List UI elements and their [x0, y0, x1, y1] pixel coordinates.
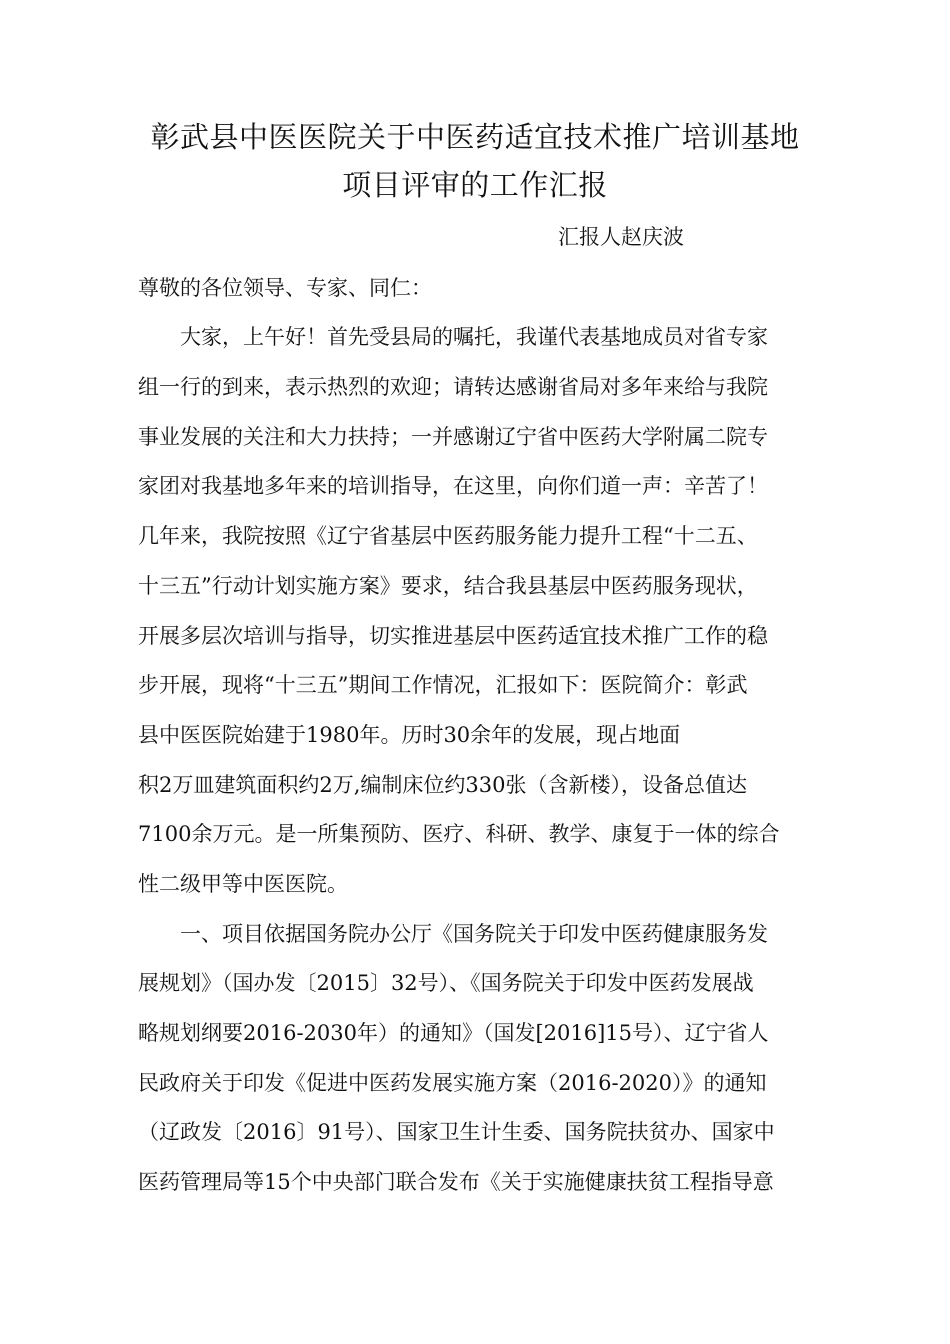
paragraph-line: 性二级甲等中医医院。 [138, 872, 348, 896]
paragraph-line: 几年来，我院按照《辽宁省基层中医药服务能力提升工程“十二五、 [138, 524, 758, 548]
paragraph-line: 医药管理局等15个中央部门联合发布《关于实施健康扶贫工程指导意 [138, 1170, 774, 1194]
paragraph-line: （辽政发〔2016〕91号）、国家卫生计生委、国务院扶贫办、国家中 [138, 1120, 775, 1144]
paragraph-line: 步开展，现将“十三五”期间工作情况，汇报如下：医院简介：彰武 [138, 673, 748, 697]
paragraph-line: 县中医医院始建于1980年。历时30余年的发展，现占地面 [138, 723, 681, 747]
paragraph-line: 开展多层次培训与指导，切实推进基层中医药适宜技术推广工作的稳 [138, 624, 768, 648]
paragraph-line: 家团对我基地多年来的培训指导，在这里，向你们道一声：辛苦了！ [138, 474, 768, 498]
reporter-line: 汇报人赵庆波 [558, 225, 684, 249]
document-title-line-1: 彰武县中医医院关于中医药适宜技术推广培训基地 [150, 120, 800, 154]
paragraph-line: 民政府关于印发《促进中医药发展实施方案（2016-2020）》的通知 [138, 1071, 767, 1095]
paragraph-line: 十三五”行动计划实施方案》要求，结合我县基层中医药服务现状， [138, 574, 758, 598]
document-title-line-2: 项目评审的工作汇报 [342, 168, 608, 202]
paragraph-line: 展规划》（国办发〔2015〕32号）、《国务院关于印发中医药发展战 [138, 971, 754, 995]
paragraph-line: 积2万皿建筑面积约2万,编制床位约330张（含新楼），设备总值达 [138, 773, 747, 797]
paragraph-line: 大家，上午好！首先受县局的嘱托，我谨代表基地成员对省专家 [180, 325, 768, 349]
paragraph-line: 略规划纲要2016-2030年）的通知》（国发[2016]15号）、辽宁省人 [138, 1021, 769, 1045]
paragraph-line: 组一行的到来，表示热烈的欢迎；请转达感谢省局对多年来给与我院 [138, 375, 768, 399]
paragraph-line: 事业发展的关注和大力扶持；一并感谢辽宁省中医药大学附属二院专 [138, 425, 768, 449]
paragraph-line: 一、项目依据国务院办公厅《国务院关于印发中医药健康服务发 [180, 922, 768, 946]
salutation: 尊敬的各位领导、专家、同仁： [138, 276, 432, 300]
paragraph-line: 7100余万元。是一所集预防、医疗、科研、教学、康复于一体的综合 [138, 822, 780, 846]
